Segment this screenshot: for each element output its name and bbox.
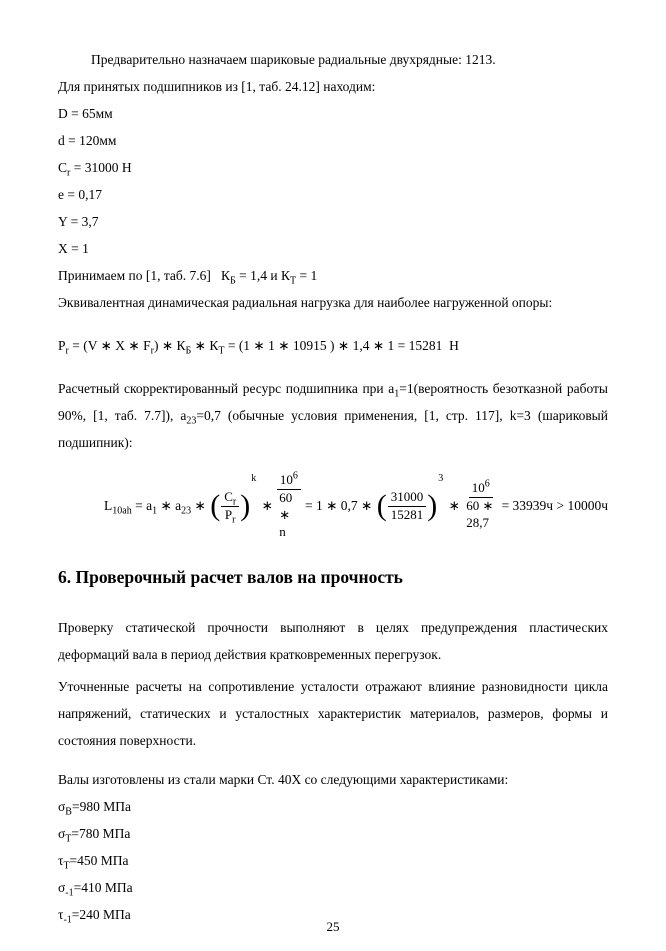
exponent-k: k bbox=[251, 473, 257, 484]
para-bearing-assignment: Предварительно назначаем шариковые радиальные двухрядные: 1213. bbox=[91, 52, 496, 67]
section-heading: 6. Проверочный расчет валов на прочность bbox=[58, 566, 403, 587]
multiply-sign-2: ∗ bbox=[445, 498, 464, 514]
close-paren-1: ) bbox=[240, 489, 251, 523]
fraction-cr-pr bbox=[221, 489, 239, 524]
param-e: e = 0,17 bbox=[58, 187, 102, 202]
formula-equivalent-load: $P_r = (V$ ∗ X ∗ $F_r$) ∗ $К_Б$ ∗ $К_Т = (1$ ∗ 1 ∗ 10915 ) ∗ 1,4 ∗ 1 = 15281 Н bbox=[58, 338, 459, 357]
numerator: $10^6$ bbox=[277, 472, 301, 490]
denominator: 60 ∗ 28,7 bbox=[466, 498, 494, 531]
formula-lhs: $L_{10ah} = a_1$ ∗ $a_{23}$ ∗ bbox=[104, 498, 210, 517]
prop-tau-minus1: $\tau_{-1}=240$ МПа bbox=[58, 906, 131, 926]
fraction-31000-over-15281 bbox=[388, 489, 427, 524]
prop-tau-t: $\tau_Т=450$ МПа bbox=[58, 852, 129, 872]
page-number: 25 bbox=[326, 919, 340, 934]
numerator: $10^6$ bbox=[469, 480, 493, 498]
close-paren-2: ) bbox=[427, 489, 438, 523]
multiply-sign-1: ∗ bbox=[258, 498, 277, 514]
para-resource-description: Расчетный скорректированный ресурс подшипника при $a_1=1(вероятность$ безотказной работы 90%, [1, таб. 7.7]), $a_{23}=0,7$ (обычные условия применения, [1, стр. 117], k=3 (шариковый подшипник): bbox=[58, 381, 608, 450]
prop-sigma-b: $\sigma_В=980$ МПа bbox=[58, 798, 131, 818]
formula-bearing-life bbox=[104, 472, 608, 541]
param-D: D = 65мм bbox=[58, 106, 113, 121]
line-accept-coefficients: Принимаем по [1, таб. 7.6] $К_Б = 1,4$ и $К_Т = 1$ bbox=[58, 268, 318, 287]
denominator: 15281 bbox=[390, 506, 424, 522]
param-d: d = 120мм bbox=[58, 133, 117, 148]
formula-mid: = 1 ∗ 0,7 ∗ bbox=[301, 498, 376, 514]
param-Y: Y = 3,7 bbox=[58, 214, 99, 229]
fraction-10e6-over-60n bbox=[276, 472, 301, 541]
prop-sigma-minus1: $\sigma_{-1}=410$ МПа bbox=[58, 879, 133, 899]
para-bearing-source: Для принятых подшипников из [1, таб. 24.12] находим: bbox=[58, 79, 376, 94]
numerator: $C_r$ bbox=[221, 489, 239, 507]
open-paren-2: ( bbox=[376, 489, 387, 523]
para-equivalent-load: Эквивалентная динамическая радиальная нагрузка для наиболее нагруженной опоры: bbox=[58, 295, 553, 310]
prop-sigma-t: $\sigma_Т=780$ МПа bbox=[58, 825, 131, 845]
param-X: X = 1 bbox=[58, 241, 89, 256]
denominator: $P_r$ bbox=[224, 506, 236, 526]
para-shaft-material: Валы изготовлены из стали марки Ст. 40Х со следующими характеристиками: bbox=[58, 771, 509, 787]
para-fatigue-calcs: Уточненные расчеты на сопротивление усталости отражают влияние разновидности цикла напряжений, статических и усталостных характеристик материалов, размеров, формы и состояния поверхности. bbox=[58, 678, 608, 748]
exponent-3: 3 bbox=[438, 473, 444, 484]
denominator: 60 ∗ n bbox=[279, 489, 293, 539]
para-static-strength: Проверку статической прочности выполняют в целях предупреждения пластических деформаций вала в период действия кратковременных перегрузок. bbox=[58, 619, 608, 662]
open-paren-1: ( bbox=[210, 489, 221, 523]
param-Cr: $C_r = 31000$ Н bbox=[58, 160, 132, 179]
fraction-10e6-over-60-287 bbox=[463, 480, 498, 532]
formula-result: = 33939ч > 10000ч bbox=[498, 498, 608, 514]
numerator: 31000 bbox=[388, 489, 427, 507]
